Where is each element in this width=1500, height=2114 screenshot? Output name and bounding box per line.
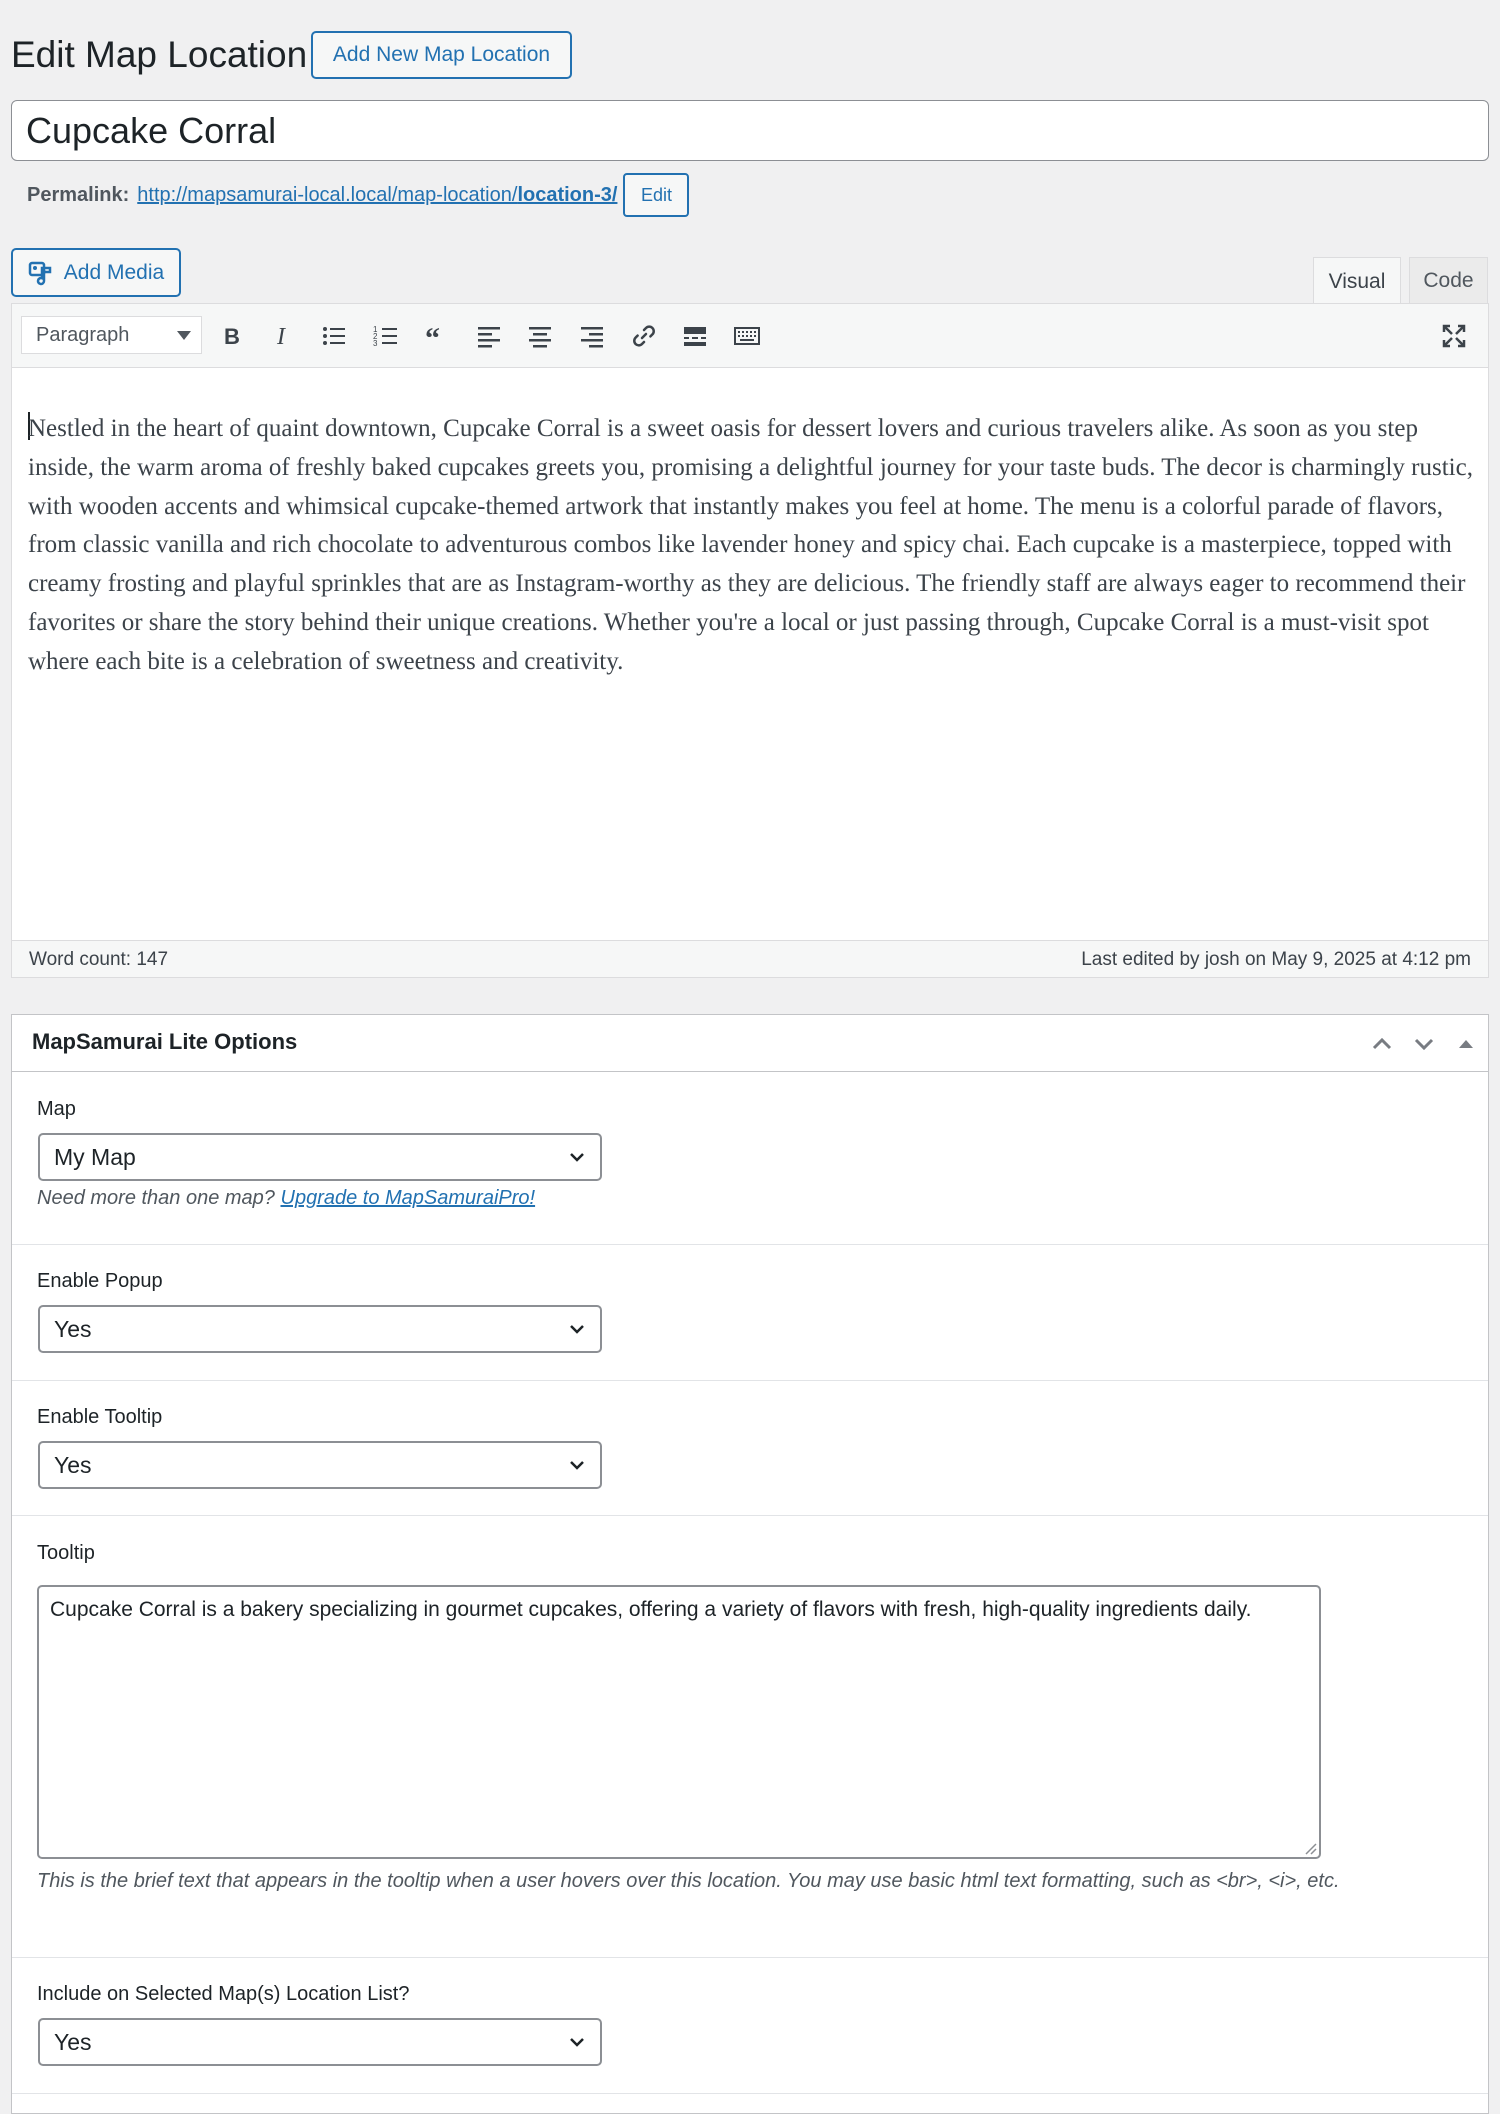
permalink-label: Permalink: [27, 183, 130, 206]
blockquote-icon[interactable] [419, 318, 455, 354]
divider [12, 1244, 1488, 1245]
enable-tooltip-value: Yes [54, 1451, 92, 1478]
svg-text:3: 3 [373, 339, 378, 348]
move-down-icon[interactable] [1410, 1030, 1438, 1058]
toolbar-toggle-icon[interactable] [729, 318, 765, 354]
svg-text:B: B [224, 324, 240, 349]
upgrade-link[interactable]: Upgrade to MapSamuraiPro! [280, 1187, 536, 1209]
align-center-icon[interactable] [522, 318, 558, 354]
svg-text:I: I [277, 324, 285, 350]
divider [12, 1515, 1488, 1516]
italic-icon[interactable] [264, 318, 300, 354]
numbered-list-icon[interactable] [368, 318, 404, 354]
enable-popup-select[interactable] [38, 1305, 602, 1353]
resize-handle-icon[interactable] [1303, 1841, 1317, 1855]
divider [12, 1380, 1488, 1381]
word-count: Word count: 147 [29, 949, 169, 970]
move-up-icon[interactable] [1368, 1030, 1396, 1058]
chevron-down-icon [568, 2033, 586, 2051]
add-media-label: Add Media [63, 260, 165, 284]
add-new-map-location-button[interactable]: Add New Map Location [311, 31, 572, 79]
enable-tooltip-label: Enable Tooltip [37, 1406, 163, 1428]
permalink-base: http://mapsamurai-local.local/map-location/ [137, 183, 518, 206]
permalink-row [27, 178, 689, 212]
svg-text:“: “ [425, 322, 440, 350]
chevron-down-icon [568, 1320, 586, 1338]
map-hint-text: Need more than one map? [37, 1187, 281, 1209]
divider [12, 1957, 1488, 1958]
align-left-icon[interactable] [471, 318, 507, 354]
add-media-button[interactable] [11, 248, 181, 297]
media-icon [28, 260, 54, 286]
editor-status-bar [12, 940, 1488, 977]
edit-permalink-button[interactable]: Edit [623, 173, 689, 217]
tab-code[interactable]: Code [1409, 257, 1488, 304]
bold-icon[interactable] [213, 318, 249, 354]
chevron-down-icon [568, 1148, 586, 1166]
tooltip-text: Cupcake Corral is a bakery specializing in gourmet cupcakes, offering a variety of flavors with fresh, high-quality ingredients daily. [50, 1598, 1252, 1621]
include-list-value: Yes [54, 2028, 92, 2055]
map-label: Map [37, 1098, 76, 1120]
map-select[interactable] [38, 1133, 602, 1181]
tooltip-textarea[interactable] [37, 1585, 1321, 1859]
page-title: Edit Map Location [11, 34, 308, 75]
svg-text:2: 2 [373, 332, 378, 341]
metabox-title: MapSamurai Lite Options [32, 1029, 298, 1054]
toggle-panel-icon[interactable] [1452, 1030, 1480, 1058]
link-icon[interactable] [626, 318, 662, 354]
map-hint [37, 1187, 535, 1210]
caret-down-icon [177, 331, 191, 340]
editor-content[interactable] [28, 410, 1478, 682]
include-list-label: Include on Selected Map(s) Location List? [37, 1983, 410, 2005]
map-select-value: My Map [54, 1143, 136, 1170]
read-more-icon[interactable] [677, 318, 713, 354]
fullscreen-icon[interactable] [1436, 318, 1472, 354]
permalink-link[interactable] [137, 184, 617, 207]
svg-text:1: 1 [373, 325, 378, 334]
enable-popup-value: Yes [54, 1315, 92, 1342]
post-title-input[interactable]: Cupcake Corral [11, 100, 1489, 161]
tooltip-label: Tooltip [37, 1542, 95, 1564]
last-edited: Last edited by josh on May 9, 2025 at 4:12 pm [1081, 949, 1471, 970]
bulleted-list-icon[interactable] [316, 318, 352, 354]
tab-visual[interactable]: Visual [1313, 257, 1401, 305]
align-right-icon[interactable] [574, 318, 610, 354]
format-select[interactable] [21, 316, 202, 354]
format-select-value: Paragraph [36, 323, 130, 346]
enable-popup-label: Enable Popup [37, 1270, 163, 1292]
chevron-down-icon [568, 1456, 586, 1474]
tooltip-hint: This is the brief text that appears in the tooltip when a user hovers over this location. You may use basic html text formatting, such as <br>, <i>, etc. [37, 1870, 1340, 1892]
editor-content-text: Nestled in the heart of quaint downtown, Cupcake Corral is a sweet oasis for dessert lovers and curious travelers alike. As soon as you step inside, the warm aroma of freshly baked cupcakes greets you, promising a delightful journey for your taste buds. The decor is charmingly rustic, with wooden accents and whimsical cupcake-themed artwork that instantly makes you feel at home. The menu is a colorful parade of flavors, from classic vanilla and rich chocolate to adventurous combos like lavender honey and spicy chai. Each cupcake is a masterpiece, topped with creamy frosting and playful sprinkles that are as Instagram-worthy as they are delicious. The friendly staff are always eager to recommend their favorites or share the story behind their unique creations. Whether you're a local or just passing through, Cupcake Corral is a must-visit spot where each bite is a celebration of sweetness and creativity. [28, 415, 1473, 675]
enable-tooltip-select[interactable] [38, 1441, 602, 1489]
permalink-slug: location-3/ [517, 183, 618, 206]
divider [12, 2093, 1488, 2094]
include-list-select[interactable] [38, 2018, 602, 2066]
